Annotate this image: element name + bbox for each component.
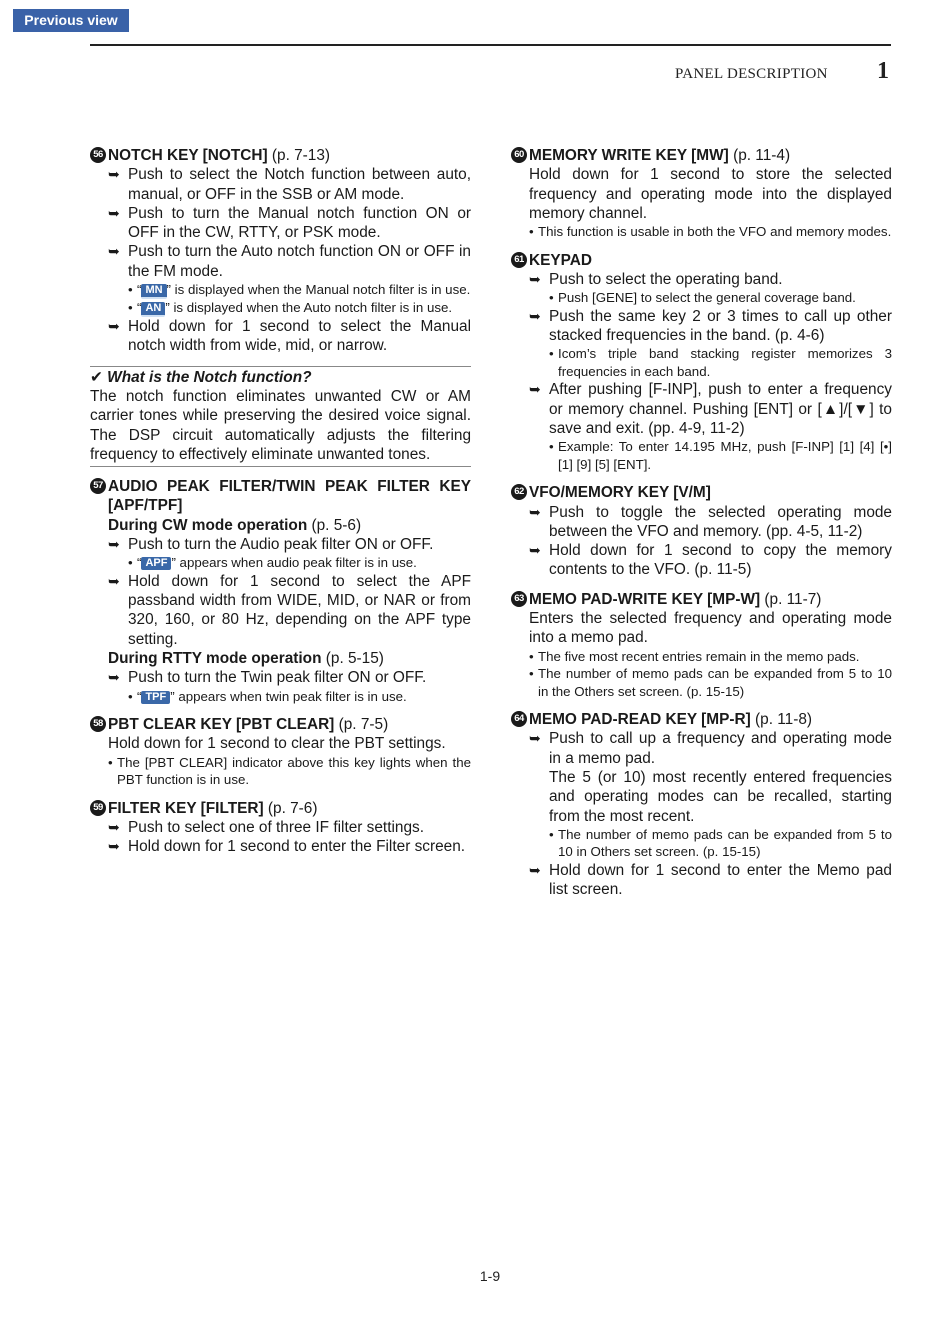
item-notch-key [90, 146, 471, 356]
tpf-indicator-badge: TPF [141, 691, 170, 704]
bullet-note: Push [GENE] to select the general coverage band. [558, 290, 856, 306]
an-indicator-badge: AN [141, 302, 165, 317]
arrow-icon: ➥ [108, 318, 120, 335]
instruction: Push to select one of three IF filter settings. [128, 819, 424, 837]
previous-view-button[interactable]: Previous view [13, 9, 129, 32]
arrow-icon: ➥ [108, 572, 120, 589]
arrow-icon: ➥ [529, 861, 541, 878]
item-apf-key [90, 477, 471, 705]
item-number: 57 [90, 478, 106, 494]
bullet-icon: • [128, 688, 133, 704]
item-title: NOTCH KEY [NOTCH] [108, 147, 268, 164]
item-number: 61 [511, 252, 527, 268]
bullet-note: “ TPF ” appears when twin peak filter is in use. [137, 688, 407, 704]
instruction: Push to turn the Manual notch function ON or OFF in the CW, RTTY, or PSK mode. [128, 204, 471, 242]
item-memo-pad-read-key [511, 710, 892, 899]
item-title: MEMO PAD-WRITE KEY [MP-W] [529, 590, 761, 608]
page-ref: (p. 5-15) [321, 650, 384, 668]
subheading-text: During CW mode operation [108, 516, 308, 534]
bullet-note: The five most recent entries remain in the memo pads. [538, 648, 860, 664]
page-ref: (p. 11-4) [728, 147, 791, 164]
bullet-note: The number of memo pads can be expanded from 5 to 10 in the Others set screen. (p. 15-15) [538, 666, 892, 699]
instruction: After pushing [F-INP], push to enter a frequency or memory channel. Pushing [ENT] or [▲]/[▼] to save and exit. (pp. 4-9, 11-2) [549, 381, 892, 437]
instruction-continued: The 5 (or 10) most recently entered frequencies and operating modes can be recalled, starting from the most recent. [549, 769, 892, 825]
note-title: ✔ What is the Notch function? [90, 368, 312, 386]
item-title: MEMORY WRITE KEY [MW] [529, 147, 729, 164]
page-ref: (p. 7-13) [267, 147, 331, 164]
arrow-icon: ➥ [529, 307, 541, 324]
arrow-icon: ➥ [529, 503, 541, 520]
item-pbt-clear-key [90, 715, 471, 789]
instruction: Push the same key 2 or 3 times to call up other stacked frequencies in the band. (p. 4-6) [549, 307, 892, 345]
item-number: 63 [511, 591, 527, 607]
subheading [90, 516, 471, 535]
section-title: PANEL DESCRIPTION [675, 66, 828, 82]
item-memo-pad-write-key [511, 590, 892, 700]
arrow-icon: ➥ [108, 669, 120, 686]
notch-info-box [90, 366, 471, 467]
mn-indicator-badge: MN [141, 284, 166, 299]
instruction: Push to select the operating band. [549, 270, 783, 288]
item-title: PBT CLEAR KEY [PBT CLEAR] [108, 716, 335, 734]
page-ref: (p. 11-7) [760, 590, 822, 608]
item-description: Hold down for 1 second to store the selected frequency and operating mode into the displayed memory channel. [529, 166, 892, 222]
bullet-icon: • [549, 346, 554, 362]
page-ref: (p. 7-5) [334, 716, 389, 734]
item-title: MEMO PAD-READ KEY [MP-R] [529, 711, 751, 729]
instruction: Hold down for 1 second to enter the Memo pad list screen. [549, 861, 892, 899]
page-ref: (p. 11-8) [750, 711, 813, 729]
arrow-icon: ➥ [529, 730, 541, 747]
note-text: The notch function eliminates unwanted CW or AM carrier tones while preserving the desired voice signal. The DSP circuit automatically adjusts the filtering frequency to effectively eliminate unwanted tones. [90, 387, 471, 463]
chapter-number: 1 [877, 58, 889, 84]
instruction: Hold down for 1 second to copy the memory contents to the VFO. (p. 11-5) [549, 542, 892, 579]
instruction: Push to call up a frequency and operating mode in a memo pad. [549, 730, 892, 767]
item-number: 59 [90, 800, 106, 816]
instruction: Hold down for 1 second to enter the Filter screen. [128, 838, 466, 856]
item-number: 58 [90, 716, 106, 732]
item-number: 62 [511, 484, 527, 500]
item-description: Enters the selected frequency and operating mode into a memo pad. [529, 610, 892, 647]
arrow-icon: ➥ [108, 243, 120, 260]
item-title: VFO/MEMORY KEY [V/M] [529, 484, 711, 502]
item-filter-key [90, 799, 471, 857]
page-ref: (p. 5-6) [307, 516, 362, 534]
bullet-icon: • [128, 282, 133, 298]
instruction: Push to toggle the selected operating mode between the VFO and memory. (pp. 4-5, 11-2) [549, 503, 892, 540]
bullet-note: Example: To enter 14.195 MHz, push [F-INP] [1] [4] [•] [1] [9] [5] [ENT]. [558, 439, 892, 472]
bullet-note: The [PBT CLEAR] indicator above this key lights when the PBT function is in use. [117, 754, 471, 788]
item-number: 56 [90, 147, 106, 163]
item-number: 64 [511, 711, 527, 727]
header-rule [90, 44, 891, 46]
bullet-note: This function is usable in both the VFO and memory modes. [538, 224, 892, 240]
bullet-note: “ AN ” is displayed when the Auto notch filter is in use. [137, 300, 453, 316]
item-title: KEYPAD [529, 251, 592, 269]
instruction: Push to turn the Auto notch function ON or OFF in the FM mode. [128, 243, 471, 280]
left-column [90, 146, 471, 867]
instruction: Push to turn the Audio peak filter ON or OFF. [128, 536, 434, 554]
arrow-icon: ➥ [108, 166, 120, 183]
item-description: Hold down for 1 second to clear the PBT settings. [108, 735, 446, 753]
bullet-icon: • [529, 224, 534, 240]
item-keypad [511, 251, 892, 474]
item-title: FILTER KEY [FILTER] [108, 799, 264, 817]
instruction: Hold down for 1 second to select the APF passband width from WIDE, MID, or NAR or from 320, 160, or 80 Hz, depending on the APF type setting. [128, 572, 471, 648]
instruction: Hold down for 1 second to select the Manual notch width from wide, mid, or narrow. [128, 318, 471, 355]
instruction: Push to turn the Twin peak filter ON or OFF. [128, 669, 427, 687]
bullet-icon: • [549, 290, 554, 306]
right-column [511, 146, 892, 910]
bullet-note: “ APF ” appears when audio peak filter is in use. [137, 555, 417, 571]
bullet-note: Icom’s triple band stacking register memorizes 3 frequencies in each band. [558, 346, 892, 379]
subheading-text: During RTTY mode operation [108, 650, 322, 668]
item-number: 60 [511, 147, 527, 163]
page-ref: (p. 7-6) [263, 799, 318, 817]
arrow-icon: ➥ [108, 838, 120, 855]
bullet-icon: • [529, 648, 534, 664]
subheading [90, 649, 471, 668]
bullet-icon: • [108, 754, 113, 770]
bullet-icon: • [549, 439, 554, 455]
bullet-icon: • [529, 666, 534, 682]
item-memory-write-key [511, 146, 892, 241]
arrow-icon: ➥ [529, 381, 541, 398]
bullet-note: “ MN ” is displayed when the Manual notch filter is in use. [137, 282, 471, 298]
instruction: Push to select the Notch function between auto, manual, or OFF in the SSB or AM mode. [128, 166, 471, 203]
item-vfo-memory-key [511, 483, 892, 579]
arrow-icon: ➥ [529, 542, 541, 559]
bullet-icon: • [128, 555, 133, 571]
apf-indicator-badge: APF [141, 557, 171, 570]
arrow-icon: ➥ [529, 270, 541, 287]
bullet-icon: • [549, 826, 554, 842]
item-title: AUDIO PEAK FILTER/TWIN PEAK FILTER KEY [APF/TPF] [108, 478, 471, 515]
arrow-icon: ➥ [108, 204, 120, 221]
page-number: 1-9 [479, 1268, 501, 1284]
bullet-note: The number of memo pads can be expanded from 5 to 10 in Others set screen. (p. 15-15) [558, 826, 892, 860]
bullet-icon: • [128, 300, 133, 316]
arrow-icon: ➥ [108, 819, 120, 836]
arrow-icon: ➥ [108, 536, 120, 553]
